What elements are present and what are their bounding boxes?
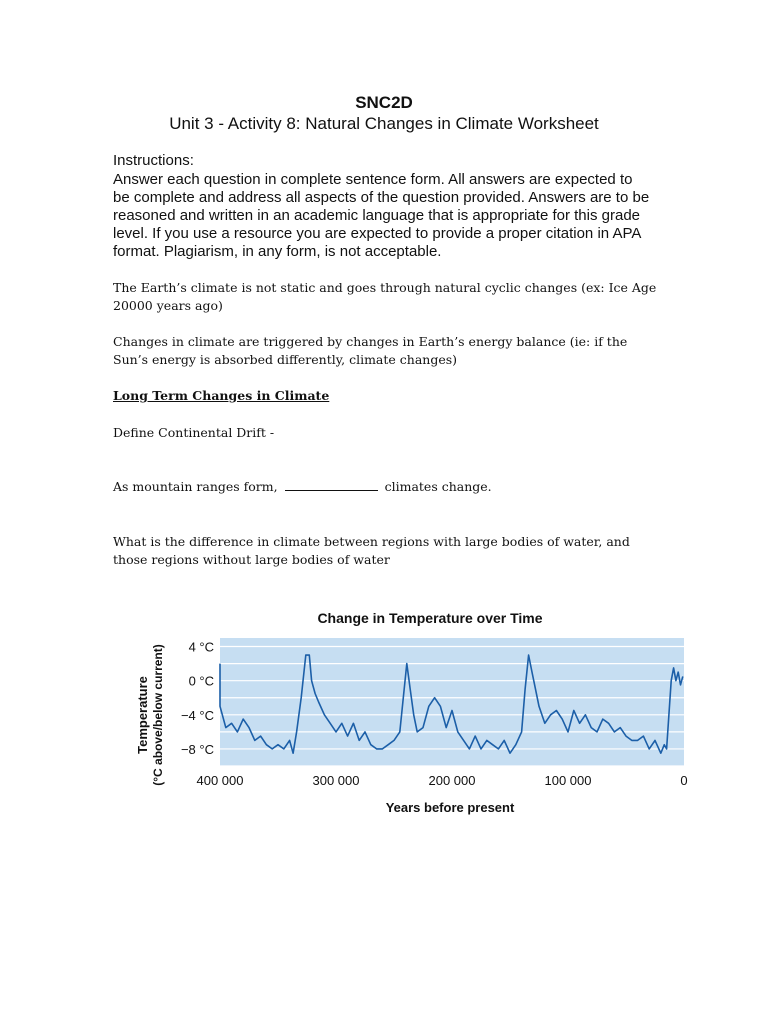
y-tick-label: −8 °C [180, 741, 214, 757]
temperature-chart-svg [130, 600, 700, 820]
y-axis-label-units: (°C above/below current) [151, 644, 165, 786]
define-continental-drift-question: Define Continental Drift - [113, 425, 275, 440]
x-tick-label: 400 000 [196, 773, 244, 788]
worksheet-title: Unit 3 - Activity 8: Natural Changes in Climate Worksheet [169, 114, 599, 133]
y-tick-label: 0 °C [188, 673, 214, 689]
y-tick-labels [181, 640, 214, 757]
y-axis-label: Temperature [135, 676, 150, 754]
bodies-of-water-question: What is the difference in climate between regions with large bodies of water, and those regions without large bodies of water [113, 534, 630, 567]
instructions-text: Answer each question in complete sentence form. All answers are expected to be complete and address all aspects of the question provided. Answers are to be reasoned and written in an academic language that is appropriate for this grade level. If you use a resource you are expected to provide a proper citation in APA format. Plagiarism, in any form, is not acceptable. [113, 171, 650, 260]
section-heading: Long Term Changes in Climate [113, 388, 330, 403]
mountain-ranges-question [113, 478, 658, 496]
x-tick-labels [197, 773, 688, 788]
y-tick-label: 4 °C [188, 639, 214, 655]
earth-climate-paragraph: The Earth’s climate is not static and goes through natural cyclic changes (ex: Ice Age 20000 years ago) [113, 280, 657, 313]
instructions-label: Instructions: [113, 152, 194, 169]
temperature-chart [130, 600, 700, 820]
plot-background [220, 638, 684, 766]
x-tick-label: 300 000 [312, 773, 360, 788]
course-code: SNC2D [355, 93, 413, 112]
x-tick-label: 200 000 [428, 773, 476, 788]
chart-title: Change in Temperature over Time [317, 610, 543, 626]
energy-balance-paragraph: Changes in climate are triggered by changes in Earth’s energy balance (ie: if the Sun’s energy is absorbed differently, climate changes) [113, 334, 628, 367]
x-axis-label: Years before present [385, 800, 515, 815]
mountain-text-before: As mountain ranges form, [113, 479, 278, 494]
y-tick-label: −4 °C [180, 707, 214, 723]
x-tick-label: 100 000 [544, 773, 592, 788]
answer-blank[interactable] [285, 478, 378, 491]
mountain-text-after: climates change. [384, 479, 492, 494]
x-tick-label: 0 [680, 773, 688, 788]
